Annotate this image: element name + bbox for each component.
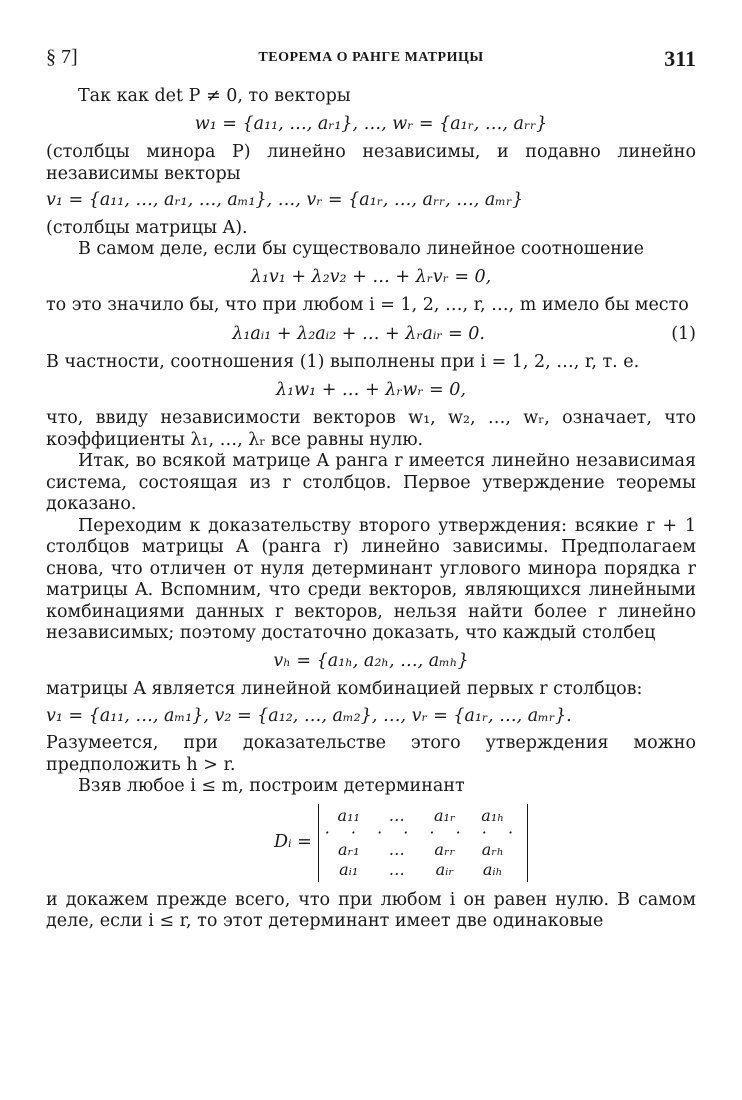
formula-1-text: λ₁aᵢ₁ + λ₂aᵢ₂ + … + λᵣaᵢᵣ = 0. [232, 323, 485, 344]
matrix-cell: aᵣᵣ [434, 839, 456, 859]
determinant-matrix [318, 804, 528, 882]
paragraph: что, ввиду независимости векторов w₁, w₂, …, wᵣ, означает, что коэффициенты λ₁, …, λᵣ все равны нулю. [46, 408, 696, 450]
matrix-cell: … [388, 805, 405, 825]
formula-linear-relation: λ₁v₁ + λ₂v₂ + … + λᵣvᵣ = 0, [250, 266, 492, 287]
formula-vh: vₕ = {a₁ₕ, a₂ₕ, …, aₘₕ} [273, 650, 469, 671]
matrix-cell: … [388, 839, 405, 859]
paragraph: Переходим к доказательству второго утверждения: всякие r + 1 столбцов матрицы A (ранга r) линейно зависимы. Предполагаем снова, что отличен от нуля детерминант углового минора порядка r матрицы A. Вспомним, что среди векторов, являющихся линейными комбинациями данных r векторов, нельзя найти более r линейно независимых; поэтому достаточно доказать, что каждый столбец [46, 515, 696, 643]
paragraph: (столбцы минора P) линейно независимы, и подавно линейно независимы векторы [46, 142, 696, 184]
paragraph: то это значило бы, что при любом i = 1, 2, …, r, …, m имело бы место [46, 295, 689, 315]
section-marker: § 7] [46, 46, 78, 68]
determinant-block [106, 804, 696, 882]
matrix-cell: a₁ᵣ [433, 805, 456, 825]
running-title: ТЕОРЕМА О РАНГЕ МАТРИЦЫ [258, 50, 484, 65]
paragraph: В самом деле, если бы существовало линейное соотношение [78, 239, 644, 259]
matrix-cell: a₁ₕ [481, 805, 505, 825]
paragraph: матрицы A является линейной комбинацией первых r столбцов: [46, 679, 643, 699]
matrix-cell: aᵢᵣ [435, 859, 454, 879]
formula-w-relation: λ₁w₁ + … + λᵣwᵣ = 0, [276, 379, 466, 400]
determinant-row [325, 840, 521, 860]
paragraph: Разумеется, при доказательстве этого утверждения можно предположить h > r. [46, 733, 696, 775]
paragraph: (столбцы матрицы A). [46, 217, 248, 238]
page-header [46, 46, 696, 74]
matrix-cell: … [388, 859, 405, 879]
matrix-cell: aᵣ₁ [337, 839, 360, 859]
formula-1-tag: (1) [671, 323, 696, 344]
formula-w-vectors: w₁ = {a₁₁, …, aᵣ₁}, …, wᵣ = {a₁ᵣ, …, aᵣᵣ} [194, 113, 548, 134]
matrix-cell: aᵢ₁ [339, 859, 359, 879]
matrix-cell: aᵢₕ [482, 859, 503, 879]
determinant-dots: · · · · · · · · [324, 822, 522, 842]
determinant-row [325, 860, 521, 880]
paragraph: В частности, соотношения (1) выполнены при i = 1, 2, …, r, т. е. [46, 352, 640, 372]
page-body [46, 86, 696, 933]
paragraph: Так как det P ≠ 0, то векторы [78, 86, 351, 106]
determinant-label: Dᵢ = [273, 831, 312, 852]
formula-v-vectors: v₁ = {a₁₁, …, aᵣ₁, …, aₘ₁}, …, vᵣ = {a₁ᵣ, …, aᵣᵣ, …, aₘᵣ} [46, 190, 524, 210]
formula-first-columns: v₁ = {a₁₁, …, aₘ₁}, v₂ = {a₁₂, …, aₘ₂}, …, vᵣ = {a₁ᵣ, …, aₘᵣ}. [46, 705, 572, 726]
matrix-cell: a₁₁ [337, 805, 360, 825]
paragraph: и докажем прежде всего, что при любом i он равен нулю. В самом деле, если i ≤ r, то этот детерминант имеет две одинаковые [46, 889, 696, 931]
matrix-cell: aᵣₕ [481, 839, 504, 859]
paragraph: Взяв любое i ≤ m, построим детерминант [78, 776, 465, 796]
page-number: 311 [664, 46, 696, 71]
formula-1 [46, 324, 696, 346]
paragraph: Итак, во всякой матрице A ранга r имеется линейно независимая система, состоящая из r столбцов. Первое утверждение теоремы доказано. [46, 451, 696, 514]
